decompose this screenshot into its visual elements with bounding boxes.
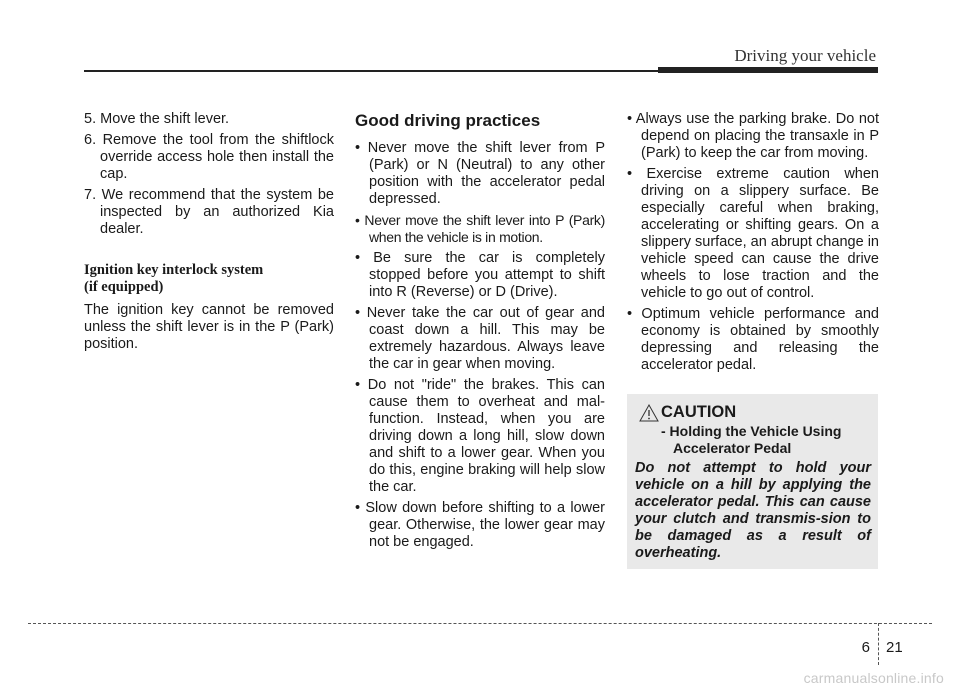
good-driving-heading: Good driving practices	[355, 111, 541, 130]
step-6: 6. Remove the tool from the shiftlock override access hole then install the cap.	[84, 132, 334, 182]
bullet-optimum-performance: • Optimum vehicle performance and economy is obtained by smoothly depressing and releasing the accelerator pedal.	[627, 306, 879, 373]
caution-body: Do not attempt to hold your vehicle on a hill by applying the accelerator pedal. This can cause your clutch and transmis-sion to be damaged as a result of overheating.	[635, 460, 871, 561]
bullet-completely-stopped: • Be sure the car is completely stopped before you attempt to shift into R (Reverse) or D (Drive).	[355, 250, 605, 300]
ignition-interlock-heading-line2: (if equipped)	[84, 279, 164, 295]
bullet-ride-brakes: • Do not "ride" the brakes. This can cause them to overheat and mal-function. Instead, when you are driving down a long hill, slow down and shift to a lower gear. When you do this, engine braking will help slow the car.	[355, 377, 605, 495]
footer-rule	[28, 623, 932, 624]
step-7: 7. We recommend that the system be inspected by an authorized Kia dealer.	[84, 187, 334, 237]
page-number-separator	[878, 623, 879, 665]
step-5: 5. Move the shift lever.	[84, 111, 230, 127]
running-header: Driving your vehicle	[734, 46, 876, 65]
caution-subtitle: - Holding the Vehicle Using Accelerator Pedal	[661, 423, 842, 456]
bullet-shift-into-park: • Never move the shift lever into P (Park) when the vehicle is in motion.	[355, 212, 605, 245]
left-column	[84, 111, 334, 357]
caution-title: CAUTION	[661, 403, 737, 421]
ignition-interlock-heading-line1: Ignition key interlock system	[84, 262, 264, 278]
watermark: carmanualsonline.info	[803, 670, 944, 686]
ignition-interlock-heading	[84, 262, 334, 296]
chapter-number: 6	[861, 639, 870, 656]
bullet-coast-down-hill: • Never take the car out of gear and coast down a hill. This may be extremely hazardous. Always leave the car in gear when moving.	[355, 305, 605, 372]
page-number: 21	[886, 639, 903, 656]
bullet-slow-down: • Slow down before shifting to a lower gear. Otherwise, the lower gear may not be engaged.	[355, 500, 605, 550]
middle-column	[355, 111, 605, 555]
caution-box	[627, 394, 878, 569]
warning-triangle-icon	[639, 404, 659, 422]
bullet-slippery-surface: • Exercise extreme caution when driving on a slippery surface. Be especially careful when braking, accelerating or shifting gears. On a slippery surface, an abrupt change in vehicle speed can cause the drive wheels to lose traction and the vehicle to go out of control.	[627, 166, 879, 301]
bullet-shift-from-park: • Never move the shift lever from P (Park) or N (Neutral) to any other position with the accelerator pedal depressed.	[355, 140, 605, 207]
ignition-interlock-paragraph: The ignition key cannot be removed unless the shift lever is in the P (Park) position.	[84, 302, 334, 352]
header-rule	[84, 70, 658, 72]
header-rule-accent	[658, 67, 878, 73]
right-column	[627, 111, 879, 378]
bullet-parking-brake: • Always use the parking brake. Do not depend on placing the transaxle in P (Park) to keep the car from moving.	[627, 111, 879, 161]
